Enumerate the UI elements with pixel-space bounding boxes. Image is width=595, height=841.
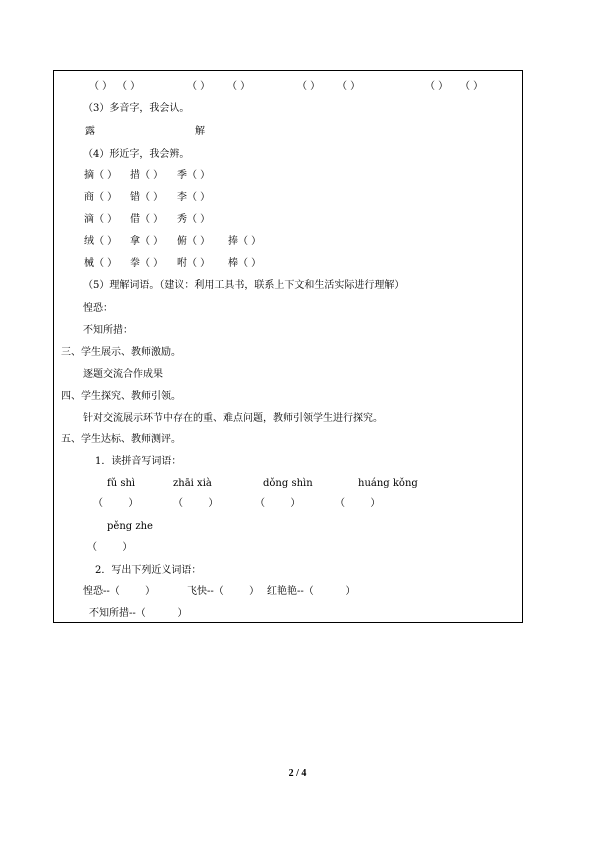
section-title: 五、学生达标、教师测评。 (61, 434, 181, 445)
polyphone-heading: （3）多音字，我会认。 (83, 103, 190, 114)
vocab-term: 不知所措： (83, 325, 133, 336)
section-title: 四、学生探究、教师引领。 (61, 391, 181, 402)
top-blank: （ ） (187, 81, 211, 92)
top-blank: （ ） (89, 81, 113, 92)
top-blank: （ ） (297, 81, 321, 92)
similar-chars-heading: （4）形近字，我会辨。 (83, 149, 190, 160)
pinyin: fǔ shì (107, 478, 136, 489)
answer-blank: （ ） (335, 498, 381, 509)
char-item: 滴（ ） (84, 214, 118, 225)
char-item: 秀（ ） (177, 214, 211, 225)
char-item: 错（ ） (130, 192, 164, 203)
top-blank: （ ） (425, 81, 449, 92)
answer-blank: （ ） (87, 542, 133, 553)
top-blank: （ ） (117, 81, 141, 92)
synonym-item: 红艳艳--（ ） (267, 586, 356, 597)
question-heading: 1．读拼音写词语： (95, 456, 182, 467)
char-item: 棒（ ） (228, 258, 262, 269)
char-item: 商（ ） (84, 192, 118, 203)
pinyin: dǒng shìn (263, 478, 313, 489)
polyphone-char: 解 (195, 126, 205, 137)
top-blank: （ ） (227, 81, 251, 92)
char-item: 拳（ ） (130, 258, 164, 269)
answer-blank: （ ） (255, 498, 301, 509)
char-item: 捧（ ） (228, 236, 262, 247)
answer-blank: （ ） (93, 498, 139, 509)
synonym-item: 不知所措--（ ） (89, 608, 188, 619)
char-item: 李（ ） (177, 192, 211, 203)
char-item: 咐（ ） (177, 258, 211, 269)
char-item: 措（ ） (130, 170, 164, 181)
pinyin: zhāi xià (173, 478, 212, 489)
char-item: 绒（ ） (84, 236, 118, 247)
vocab-heading: （5）理解词语。（建议：利用工具书，联系上下文和生活实际进行理解） (83, 280, 405, 291)
synonym-item: 惶恐--（ ） (83, 586, 156, 597)
top-blank: （ ） (460, 81, 484, 92)
section-body: 逐题交流合作成果 (83, 369, 163, 380)
answer-blank: （ ） (173, 498, 219, 509)
page-number: 2 / 4 (288, 768, 307, 779)
char-item: 摘（ ） (84, 170, 118, 181)
char-item: 季（ ） (177, 170, 211, 181)
polyphone-char: 露 (85, 126, 95, 137)
top-blank: （ ） (337, 81, 361, 92)
char-item: 拿（ ） (130, 236, 164, 247)
synonym-item: 飞快--（ ） (187, 586, 260, 597)
section-body: 针对交流展示环节中存在的重、难点问题，教师引领学生进行探究。 (83, 413, 383, 424)
section-title: 三、学生展示、教师激励。 (61, 347, 181, 358)
question-heading: 2．写出下列近义词语： (95, 565, 202, 576)
char-item: 械（ ） (84, 258, 118, 269)
char-item: 借（ ） (130, 214, 164, 225)
pinyin: pěng zhe (107, 521, 153, 532)
char-item: 俯（ ） (177, 236, 211, 247)
pinyin: huáng kǒng (358, 478, 418, 489)
vocab-term: 惶恐： (83, 303, 113, 314)
